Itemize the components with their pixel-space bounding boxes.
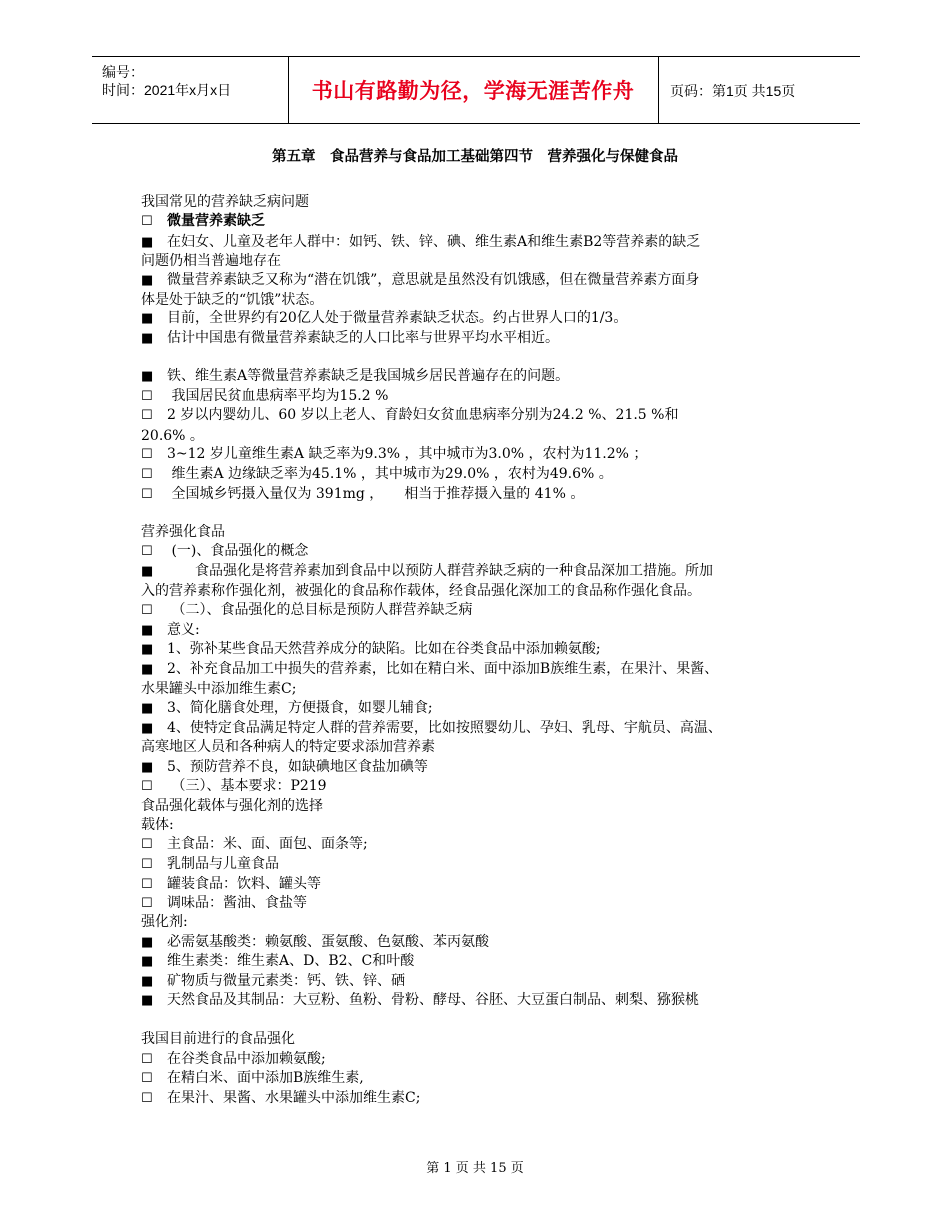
checkbox-bullet-icon: ☐ [141, 389, 153, 404]
text-line [141, 600, 472, 621]
checkbox-bullet-icon: ☐ [141, 544, 153, 559]
square-bullet-icon: ■ [141, 662, 154, 677]
line-text: 估计中国患有微量营养素缺乏的人口比率与世界平均水平相近。 [167, 330, 559, 346]
square-bullet-icon: ■ [141, 273, 154, 288]
line-text: 矿物质与微量元素类：钙、铁、锌、硒 [167, 973, 405, 989]
line-text: 问题仍相当普遍地存在 [141, 253, 281, 269]
line-text: 全国城乡钙摄入量仅为 391mg ， 相当于推荐摄入量的 41% 。 [167, 486, 585, 502]
checkbox-bullet-icon: ☐ [141, 1071, 153, 1086]
line-text: 水果罐头中添加维生素C; [141, 681, 297, 697]
header-table [92, 56, 860, 124]
text-line [141, 776, 327, 797]
square-bullet-icon: ■ [141, 331, 154, 346]
line-text: （二）、食品强化的总目标是预防人群营养缺乏病 [167, 602, 473, 618]
line-text: 2 岁以内婴幼儿、60 岁以上老人、育龄妇女贫血患病率分别为24.2 %、21.5 %和 [167, 407, 679, 423]
line-text: 罐装食品：饮料、罐头等 [167, 876, 321, 892]
line-text: 我国目前进行的食品强化 [141, 1031, 295, 1047]
checkbox-bullet-icon: ☐ [141, 408, 153, 423]
line-text: 强化剂: [141, 914, 188, 930]
line-text: 维生素类：维生素A、D、B2、C和叶酸 [167, 953, 415, 969]
square-bullet-icon: ■ [141, 954, 154, 969]
line-text: 20.6% 。 [141, 428, 204, 444]
checkbox-bullet-icon: ☐ [141, 1091, 153, 1106]
text-line [141, 718, 722, 739]
text-line [141, 366, 569, 387]
line-text: 在果汁、果酱、水果罐头中添加维生素C; [167, 1090, 421, 1106]
page-title: 第五章 食品营养与食品加工基础第四节 营养强化与保健食品 [272, 149, 678, 165]
line-text: 在谷类食品中添加赖氨酸; [167, 1051, 326, 1067]
text-line [141, 874, 321, 895]
document-number-label: 编号： [102, 64, 144, 80]
text-line [141, 308, 627, 329]
line-text: 微量营养素缺乏又称为“潜在饥饿”，意思就是虽然没有饥饿感，但在微量营养素方面身 [167, 272, 700, 288]
text-line [141, 620, 200, 641]
square-bullet-icon: ■ [141, 235, 154, 250]
text-line [141, 1088, 420, 1109]
square-bullet-icon: ■ [141, 623, 154, 638]
text-line [141, 581, 701, 601]
checkbox-bullet-icon: ☐ [141, 214, 153, 229]
line-text: 主食品：米、面、面包、面条等; [167, 836, 368, 852]
text-line [141, 328, 559, 349]
text-line [141, 659, 718, 680]
text-line [141, 444, 647, 465]
line-text: 维生素A 边缘缺乏率为45.1% ，其中城市为29.0% ，农村为49.6% 。 [167, 466, 613, 482]
text-line [141, 1049, 326, 1070]
motto-text: 书山有路勤为径，学海无涯苦作舟 [311, 79, 635, 103]
square-bullet-icon: ■ [141, 642, 154, 657]
text-line [141, 464, 613, 485]
text-line [141, 815, 174, 835]
checkbox-bullet-icon: ☐ [141, 837, 153, 852]
header-motto-cell [288, 57, 659, 123]
line-text: 4、使特定食品满足特定人群的营养需要，比如按照婴幼儿、孕妇、乳母、宇航员、高温、 [167, 720, 722, 736]
text-line [141, 698, 433, 719]
line-text: 营养强化食品 [141, 524, 225, 540]
text-line [141, 990, 699, 1011]
checkbox-bullet-icon: ☐ [141, 467, 153, 482]
text-line [141, 1068, 364, 1089]
text-line [141, 211, 265, 232]
line-text: 目前，全世界约有20亿人处于微量营养素缺乏状态。约占世界人口的1/3。 [167, 310, 628, 326]
line-text: 1、弥补某些食品天然营养成分的缺陷。比如在谷类食品中添加赖氨酸; [167, 641, 601, 657]
line-text: （三）、基本要求：P219 [167, 778, 327, 794]
line-text: 2、补充食品加工中损失的营养素，比如在精白米、面中添加B族维生素，在果汁、果酱、 [167, 661, 719, 677]
square-bullet-icon: ■ [141, 701, 154, 716]
line-text: 调味品：酱油、食盐等 [167, 895, 307, 911]
line-text: 微量营养素缺乏 [167, 213, 265, 229]
text-line [141, 912, 188, 932]
text-line [141, 405, 678, 426]
text-line [141, 522, 225, 542]
checkbox-bullet-icon: ☐ [141, 1052, 153, 1067]
square-bullet-icon: ■ [141, 311, 154, 326]
line-text: 食品强化载体与强化剂的选择 [141, 798, 323, 814]
square-bullet-icon: ■ [141, 369, 154, 384]
line-text: 载体: [141, 817, 174, 833]
header-page-cell [658, 57, 860, 123]
line-text: 5、预防营养不良，如缺碘地区食盐加碘等 [167, 759, 428, 775]
checkbox-bullet-icon: ☐ [141, 857, 153, 872]
checkbox-bullet-icon: ☐ [141, 877, 153, 892]
page-info: 页码：第1页 共15页 [670, 83, 796, 99]
line-text: 必需氨基酸类：赖氨酸、蛋氨酸、色氨酸、苯丙氨酸 [167, 934, 489, 950]
text-line [141, 541, 308, 562]
text-line [141, 639, 601, 660]
text-line [141, 834, 368, 855]
text-line [141, 386, 388, 407]
checkbox-bullet-icon: ☐ [141, 603, 153, 618]
text-line [141, 561, 713, 582]
text-line [141, 232, 700, 253]
line-text: 高寒地区人员和各种病人的特定要求添加营养素 [141, 739, 435, 755]
line-text: 在妇女、儿童及老年人群中：如钙、铁、锌、碘、维生素A和维生素B2等营养素的缺乏 [167, 234, 701, 250]
text-line [141, 270, 699, 291]
line-text: 天然食品及其制品：大豆粉、鱼粉、骨粉、酵母、谷胚、大豆蛋白制品、刺梨、猕猴桃 [167, 992, 699, 1008]
checkbox-bullet-icon: ☐ [141, 779, 153, 794]
square-bullet-icon: ■ [141, 721, 154, 736]
text-line [141, 951, 414, 972]
line-text: 我国常见的营养缺乏病问题 [141, 194, 309, 210]
line-text: 我国居民贫血患病率平均为15.2 % [167, 388, 389, 404]
checkbox-bullet-icon: ☐ [141, 447, 153, 462]
line-text: 在精白米、面中添加B族维生素, [167, 1070, 364, 1086]
document-time-label: 时间：2021年x月x日 [102, 82, 232, 98]
line-text: 意义: [167, 622, 200, 638]
text-line [141, 290, 323, 310]
header-meta-cell [92, 57, 289, 123]
text-line [141, 484, 584, 505]
line-text: 体是处于缺乏的“饥饿”状态。 [141, 292, 324, 308]
line-text: 食品强化是将营养素加到食品中以预防人群营养缺乏病的一种食品深加工措施。所加 [167, 563, 713, 579]
text-line [141, 971, 405, 992]
line-text: 3~12 岁儿童维生素A 缺乏率为9.3% ，其中城市为3.0% ，农村为11.2% ； [167, 446, 648, 462]
line-text: (一)、食品强化的概念 [167, 543, 309, 559]
text-line [141, 757, 428, 778]
text-line [141, 1029, 295, 1049]
text-line [141, 796, 323, 816]
text-line [141, 251, 281, 271]
checkbox-bullet-icon: ☐ [141, 487, 153, 502]
line-text: 入的营养素称作强化剂，被强化的食品称作载体，经食品强化深加工的食品称作强化食品。 [141, 583, 701, 599]
line-text: 铁、维生素A等微量营养素缺乏是我国城乡居民普遍存在的问题。 [167, 368, 570, 384]
line-text: 3、简化膳食处理，方便摄食，如婴儿辅食; [167, 700, 433, 716]
square-bullet-icon: ■ [141, 993, 154, 1008]
square-bullet-icon: ■ [141, 564, 154, 579]
page-footer: 第 1 页 共 15 页 [426, 1161, 524, 1176]
text-line [141, 192, 309, 212]
square-bullet-icon: ■ [141, 974, 154, 989]
text-line [141, 679, 296, 699]
text-line [141, 854, 279, 875]
line-text: 乳制品与儿童食品 [167, 856, 279, 872]
text-line [141, 426, 204, 446]
text-line [141, 893, 307, 914]
square-bullet-icon: ■ [141, 935, 154, 950]
checkbox-bullet-icon: ☐ [141, 896, 153, 911]
text-line [141, 737, 435, 757]
square-bullet-icon: ■ [141, 760, 154, 775]
text-line [141, 932, 489, 953]
